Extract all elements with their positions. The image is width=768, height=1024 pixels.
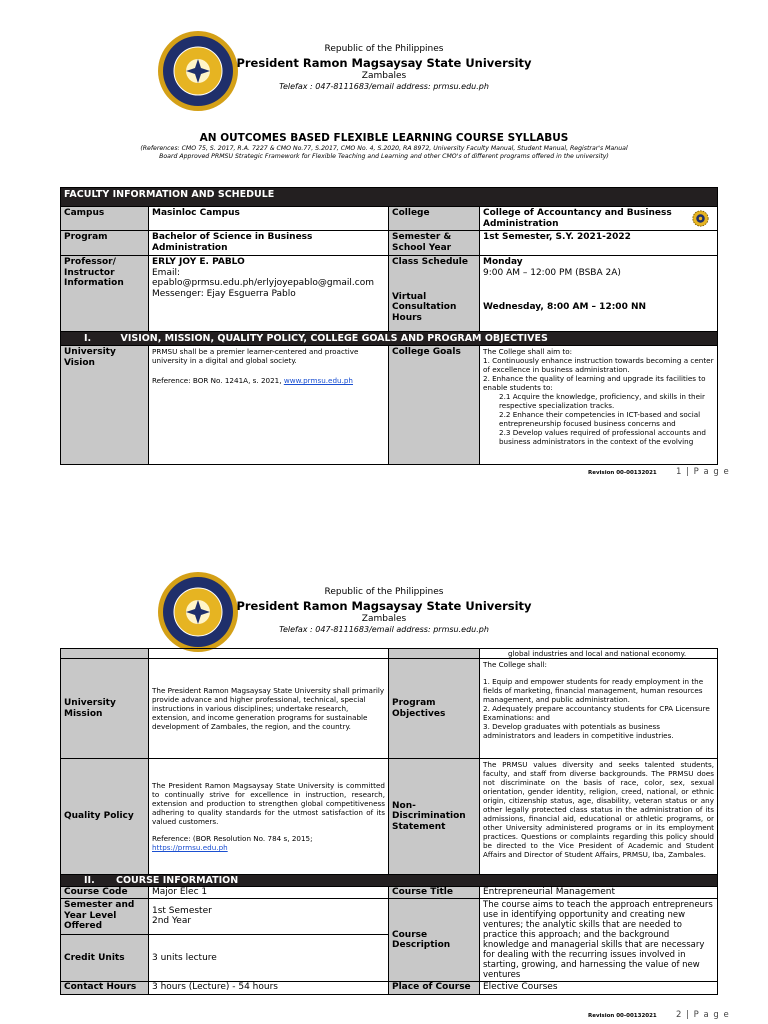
professor-name: ERLY JOY E. PABLO [152,257,245,267]
program-objectives-label: Program Objectives [389,659,480,759]
objectives-intro: The College shall: [483,660,547,669]
references-line-2: Board Approved PRMSU Strategic Framework for Flexible Teaching and Learning and other CMO's of different programs offered in the university) [159,153,609,160]
semester-year-semester: 1st Semester [152,905,212,916]
quality-policy-label: Quality Policy [61,759,149,875]
province-text-2: Zambales [361,614,407,624]
goal-2-3: 2.3 Develop values required of professional accounts and business administrators in the context of the evolving [499,428,706,446]
professor-email: Email: epablo@prmsu.edu.ph/erlyjoyepablo@gmail.com [152,267,374,288]
objective-1: 1. Equip and empower students for ready employment in the fields of marketing, financial management, human resources management, and public administration. [483,677,704,704]
semester-year-year: 2nd Year [152,916,192,927]
program-value: Bachelor of Science in Business Administration [149,231,389,256]
course-title-value: Entrepreneurial Management [480,887,718,899]
program-objectives-cell [480,659,718,759]
non-discrimination-label: Non-Discrimination Statement [389,759,480,875]
republic-text: Republic of the Philippines [324,44,444,54]
goals-intro: The College shall aim to: [483,347,573,356]
section2-title: COURSE INFORMATION [116,875,239,886]
credit-units-value: 3 units lecture [149,934,389,981]
vision-link[interactable]: www.prmsu.edu.ph [283,376,353,385]
page-number-1: 1 | P a g e [676,467,730,477]
continuation-label-cell-2 [389,649,480,659]
college-goals-cell [480,346,718,465]
section1-numeral: I. [84,333,92,344]
college-goals-label: College Goals [389,346,480,465]
quality-policy-text: The President Ramon Magsaysay State University is committed to continually strive for excellence in instruction, research, extension and production to strengthen global competitiveness adhering to quality standards for the utmost satisfaction of its valued customers. [152,781,385,826]
university-name-2: President Ramon Magsaysay State University [236,599,532,613]
vision-cell [149,346,389,465]
program-label: Program [61,231,149,256]
semester-year-cell [149,899,389,935]
syllabus-title: AN OUTCOMES BASED FLEXIBLE LEARNING COURSE SYLLABUS [199,132,569,144]
vision-label: University Vision [61,346,149,465]
continuation-empty-cell [149,649,389,659]
schedule-values [480,256,718,332]
revision-code-1: Revision 00-00132021 [588,470,657,476]
quality-policy-cell [149,759,389,875]
college-value: College of Accountancy and Business Administration [483,208,672,229]
semester-label: Semester & School Year [389,231,480,256]
course-code-label: Course Code [61,887,149,899]
section2-header [61,875,718,887]
non-discrimination-text: The PRMSU values diversity and seeks talented students, faculty, and staff from diverse backgrounds. The PRMSU does not discriminate on the basis of race, color, sex, sexual orientation, gender identity, religion, creed, national, or ethnic origin, citizenship status, age, disability, veteran status or any other legally protected class status in the administration of its admissions, financial aid, educational or athletic programs, or other University administered programs or in its employment practices. Questions or complaints regarding this policy should be directed to the Vice President of Academic and Student Affairs and Director of Student Affairs, PRMSU, Iba, Zambales. [480,759,718,875]
college-cell [480,207,718,231]
goal-2-3-continued: global industries and local and national economy. [480,649,718,659]
mission-text: The President Ramon Magsaysay State University shall primarily provide advance and higher professional, technical, special instructions in various disciplines; undertake research, extension, and income generation programs for sustainable development of Zambales, the region, and the country. [149,659,389,759]
place-of-course-value: Elective Courses [480,982,718,995]
quality-policy-reference: Reference: (BOR Resolution No. 784 s, 2015; [152,834,313,843]
objective-3: 3. Develop graduates with potentials as business administrators and leaders in competitive industries. [483,722,674,740]
semester-value: 1st Semester, S.Y. 2021-2022 [480,231,718,256]
objective-2: 2. Adequately prepare accountancy students for CPA Licensure Examinations: and [483,704,710,722]
references-line-1: (References: CMO 75, S. 2017, R.A. 7227 & CMO No.77, S.2017, CMO No. 4, S.2020, RA 8972, University Faculty Manual, Student Manual, Registrar's Manual [140,145,628,152]
course-description-label: Course Description [389,899,480,982]
section1-header [61,332,718,346]
contact-hours-label: Contact Hours [61,982,149,995]
professor-label: Professor/ Instructor Information [61,256,149,332]
section1-title: VISION, MISSION, QUALITY POLICY, COLLEGE GOALS AND PROGRAM OBJECTIVES [120,333,548,344]
semester-year-label: Semester and Year Level Offered [61,899,149,935]
professor-messenger: Messenger: Ejay Esguerra Pablo [152,288,296,299]
class-schedule-day: Monday [483,257,523,267]
vision-reference: Reference: BOR No. 1241A, s. 2021, www.prmsu.edu.ph [152,376,353,385]
province-text: Zambales [361,71,407,81]
college-gear-logo-icon [692,210,709,227]
quality-policy-link[interactable]: https://prmsu.edu.ph [152,843,228,852]
class-schedule-time: 9:00 AM – 12:00 PM (BSBA 2A) [483,267,621,278]
faculty-info-table [60,187,718,465]
mission-label: University Mission [61,659,149,759]
campus-value: Masinloc Campus [149,207,389,231]
schedule-labels [389,256,480,332]
telefax-text-2: Telefax : 047-8111683/email address: prmsu.edu.ph [279,625,489,634]
goal-2-1: 2.1 Acquire the knowledge, proficiency, and skills in their respective specialization tracks. [499,392,705,410]
place-of-course-label: Place of Course [389,982,480,995]
continuation-label-cell [61,649,149,659]
course-code-value: Major Elec 1 [149,887,389,899]
credit-units-label: Credit Units [61,934,149,981]
telefax-text: Telefax : 047-8111683/email address: prmsu.edu.ph [279,82,489,91]
campus-label: Campus [61,207,149,231]
section2-numeral: II. [84,875,95,886]
republic-text-2: Republic of the Philippines [324,587,444,597]
virtual-consultation-label: Virtual Consultation Hours [392,291,457,323]
class-schedule-label: Class Schedule [392,257,468,267]
virtual-consultation-value: Wednesday, 8:00 AM – 12:00 NN [483,302,647,312]
goal-2: 2. Enhance the quality of learning and upgrade its facilities to enable students to: [483,374,706,392]
page-number-2: 2 | P a g e [676,1010,730,1020]
college-label: College [389,207,480,231]
goal-1: 1. Continuously enhance instruction towards becoming a center of excellence in business administration. [483,356,714,374]
course-title-label: Course Title [389,887,480,899]
course-description-value: The course aims to teach the approach entrepreneurs use in identifying opportunity and creating new ventures; the analytic skills that are needed to practice this approach; and the background knowledge and managerial skills that are necessary for dealing with the recurring issues involved in starting, growing, and harnessing the value of new ventures [480,899,718,982]
contact-hours-value: 3 hours (Lecture) - 54 hours [149,982,389,995]
vision-text: PRMSU shall be a premier learner-centered and proactive university in a digital and global society. [152,347,359,365]
professor-info [149,256,389,332]
university-name: President Ramon Magsaysay State University [236,56,532,70]
goal-2-2: 2.2 Enhance their competencies in ICT-based and social entrepreneurship focused business concerns and [499,410,701,428]
revision-code-2: Revision 00-00132021 [588,1013,657,1019]
page2-table [60,648,718,995]
faculty-section-header: FACULTY INFORMATION AND SCHEDULE [61,188,718,207]
